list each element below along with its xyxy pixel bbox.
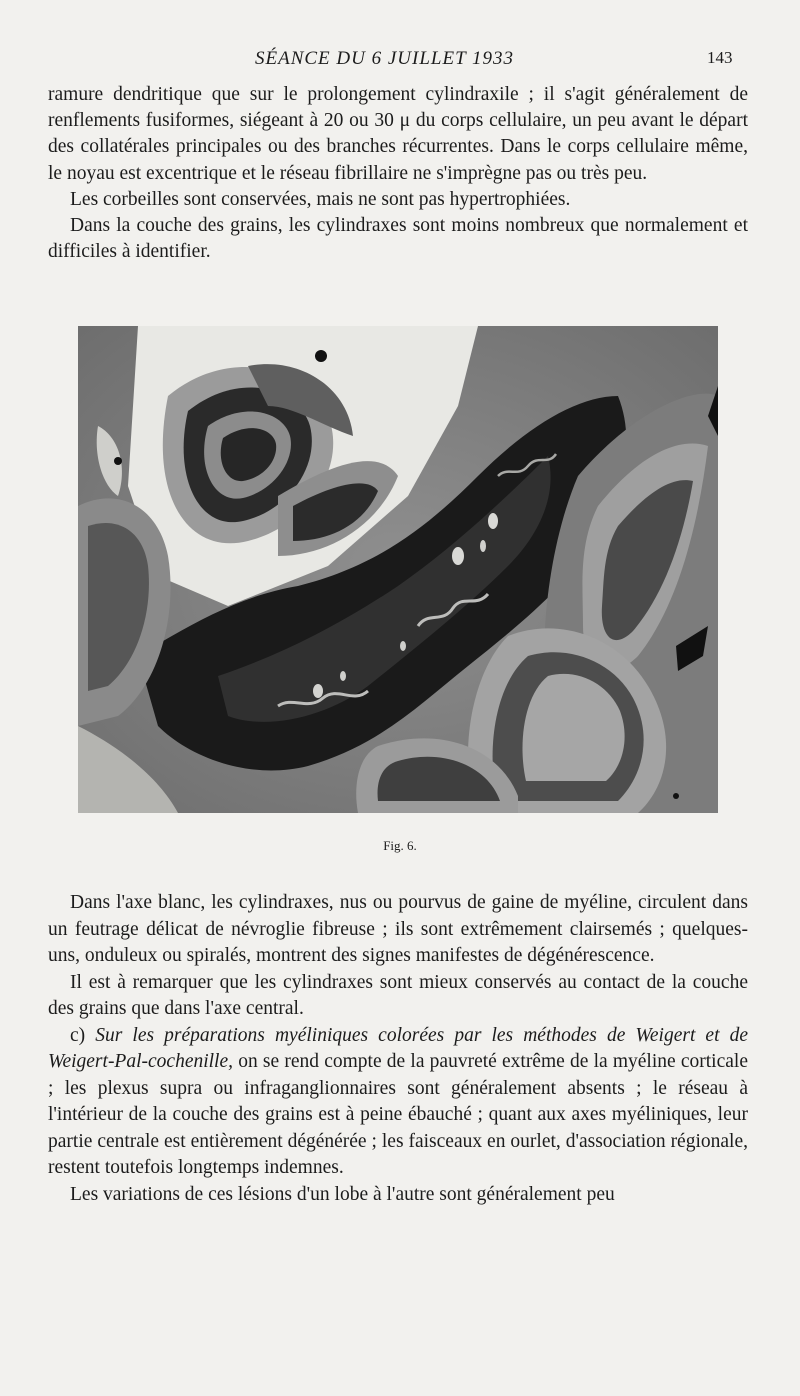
paragraph-remarque: Il est à remarquer que les cylindraxes sont mieux conservés au contact de la couche des grains que dans l'axe central. [48,971,748,1019]
paragraph-preparations [48,1023,748,1182]
text-block-bottom [48,890,748,1208]
paragraph-continuation: ramure dendritique que sur le prolongement cylindraxile ; il s'agit généralement de renflements fusiformes, siégeant à 20 ou 30 μ du corps cellulaire, un peu avant le départ des collatérales principales ou des branches récurrentes. Dans le corps cellulaire même, le noyau est excentrique et le réseau fibrillaire ne s'imprègne pas ou très peu. [48,84,748,184]
page-number: 143 [707,48,733,67]
running-header [0,44,800,72]
figure-cerebellum-micrograph [78,326,718,813]
paragraph-variations: Les variations de ces lésions d'un lobe à l'autre sont généralement peu [70,1183,615,1205]
running-title: SÉANCE DU 6 JUILLET 1933 [255,48,515,69]
paragraph-corbeilles: Les corbeilles sont conservées, mais ne sont pas hypertrophiées. [70,188,571,210]
paragraph-preparations-text: on se rend compte de la pauvreté extrême de la myéline corticale ; les plexus supra ou infraganglionnaires sont généralement absents ; le réseau à l'intérieur de la couche des grains est à peine ébauché ; quant aux axes myéliniques, leur partie centrale est entièrement dégénérée ; les faisceaux en ourlet, d'association régionale, restent toutefois longtemps indemnes. [48,1051,748,1178]
paragraph-axe-blanc: Dans l'axe blanc, les cylindraxes, nus ou pourvus de gaine de myéline, circulent dans un feutrage délicat de névroglie fibreuse ; ils sont extrêmement clairsemés ; quelques-uns, onduleux ou spiralés, montrent des signes manifestes de dégénérescence. [48,892,748,966]
micrograph-image [78,326,718,813]
italic-methods: Sur les préparations myéliniques colorées par les méthodes de Weigert et de Weigert-Pal-cochenille, [48,1024,748,1072]
figure-caption: Fig. 6. [383,838,417,853]
paragraph-grains: Dans la couche des grains, les cylindraxes sont moins nombreux que normalement et difficiles à identifier. [48,215,748,263]
text-block-top [48,82,748,265]
list-marker-c: c) [70,1024,96,1046]
